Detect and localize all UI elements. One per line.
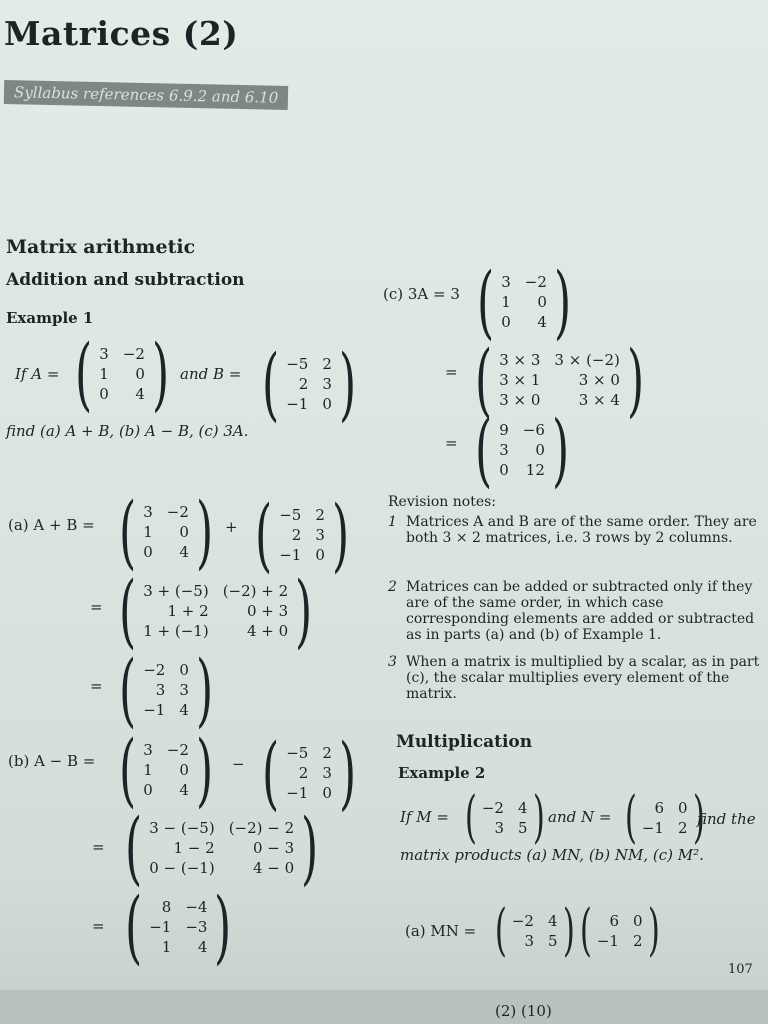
revision-note-text: When a matrix is multiplied by a scalar, as in part (c), the scalar multiplies every element of the matrix. <box>406 654 760 702</box>
revision-note-number: 3 <box>388 654 397 670</box>
matrix-cell: 3 − (−5) <box>149 819 215 837</box>
find-the-text: find the <box>697 810 756 828</box>
multiplication-heading: Multiplication <box>396 732 533 752</box>
mn-matrix-m: ( −2 4 3 5 ) <box>494 898 575 963</box>
matrix-b: ( −5 2 2 3 −1 0 ) <box>262 337 357 430</box>
matrix-cell: 6 <box>609 912 619 930</box>
find-text: find (a) A + B, (b) A − B, (c) 3A. <box>6 422 249 440</box>
matrix-cell: 0 <box>499 461 509 479</box>
matrix-cell: 0 <box>135 365 145 383</box>
matrix-cell: 0 <box>501 313 511 331</box>
part-a-matrix-b: ( −5 2 2 3 −1 0 ) <box>255 488 350 581</box>
example1-label: Example 1 <box>6 309 94 327</box>
matrix-cell: 0 − (−1) <box>149 859 215 877</box>
matrix-cell: 3 × 4 <box>578 391 620 409</box>
matrix-cell: 2 <box>677 819 688 837</box>
matrix-cell: −1 <box>596 932 619 950</box>
matrix-cell: −5 <box>286 355 309 373</box>
matrix-cell: 1 + (−1) <box>143 622 209 640</box>
matrix-cell: 0 <box>99 385 109 403</box>
revision-notes-title: Revision notes: <box>388 494 497 510</box>
matrix-cell: 4 − 0 <box>252 859 295 877</box>
revision-note-text: Matrices can be added or subtracted only if they are of the same order, in which case corresponding elements are added or subtracted as in parts (a) and (b) of Example 1. <box>406 579 755 643</box>
syllabus-banner: Syllabus references 6.9.2 and 6.10 <box>4 80 289 110</box>
matrix-cell: 3 <box>143 741 153 759</box>
matrix-cell: 1 + 2 <box>167 602 209 620</box>
matrix-cell: 2 <box>291 526 302 544</box>
matrix-cell: −1 <box>279 546 302 564</box>
matrix-cell: 4 <box>517 799 528 817</box>
matrix-cell: 0 <box>179 661 189 679</box>
equals-sign: = <box>445 434 458 452</box>
revision-note-number: 1 <box>388 514 397 530</box>
matrix-cell: 3 <box>501 273 511 291</box>
matrix-cell: 4 + 0 <box>246 622 289 640</box>
matrix-cell: 3 <box>179 681 189 699</box>
equals-sign: = <box>92 917 105 935</box>
matrix-cell: −6 <box>522 421 545 439</box>
matrix-cell: 3 <box>155 681 166 699</box>
page-number: 107 <box>728 962 753 977</box>
matrix-cell: 1 <box>161 938 172 956</box>
matrix-cell: −3 <box>185 918 208 936</box>
matrix-cell: −1 <box>286 784 309 802</box>
matrix-cell: 5 <box>547 932 558 950</box>
matrix-cell: 3 <box>322 375 332 393</box>
if-m-label: If M = <box>400 808 449 826</box>
next-page-fragment: (2) (10) <box>495 1002 552 1020</box>
matrix-cell: 6 <box>654 799 664 817</box>
matrix-cell: 0 <box>315 546 325 564</box>
example2-label: Example 2 <box>398 764 486 782</box>
part-a-step-matrix: ( 3 + (−5) (−2) + 2 1 + 2 0 + 3 1 + (−1) 4 + 0 ) <box>119 564 313 657</box>
part-c-label: (c) 3A = 3 <box>383 285 460 303</box>
matrix-cell: 3 × 1 <box>499 371 541 389</box>
matrix-cell: 1 <box>501 293 511 311</box>
matrix-cell: 8 <box>161 898 172 916</box>
matrix-cell: 3 × 0 <box>578 371 620 389</box>
matrix-cell: 3 <box>524 932 534 950</box>
matrix-cell: −4 <box>185 898 208 916</box>
and-n-label: and N = <box>548 808 612 826</box>
matrix-cell: 0 <box>535 441 545 459</box>
part-b-matrix-a: ( 3 −2 1 0 0 4 ) <box>119 723 214 816</box>
matrix-cell: 2 <box>298 375 309 393</box>
matrix-cell: −5 <box>286 744 309 762</box>
part-a-label: (a) A + B = <box>8 516 95 534</box>
matrix-cell: −1 <box>641 819 664 837</box>
matrix-cell: −2 <box>143 661 166 679</box>
matrix-cell: 1 <box>143 761 153 779</box>
matrix-cell: −2 <box>122 345 145 363</box>
matrix-cell: −2 <box>481 799 504 817</box>
matrix-cell: 4 <box>537 313 547 331</box>
next-page-strip <box>0 990 768 1024</box>
matrix-cell: 3 <box>494 819 504 837</box>
matrix-cell: −1 <box>149 918 172 936</box>
matrix-cell: 4 <box>179 543 189 561</box>
matrix-cell: −5 <box>279 506 302 524</box>
matrix-cell: 3 <box>499 441 509 459</box>
matrix-cell: 4 <box>179 781 189 799</box>
part-c-result-matrix: ( 9 −6 3 0 0 12 ) <box>475 403 570 496</box>
matrix-cell: 1 <box>99 365 109 383</box>
matrix-cell: −1 <box>143 701 166 719</box>
matrix-cell: (−2) + 2 <box>222 582 289 600</box>
page-title: Matrices (2) <box>4 14 239 53</box>
matrix-cell: 3 <box>315 526 325 544</box>
matrix-cell: 12 <box>525 461 545 479</box>
equals-sign: = <box>90 598 103 616</box>
matrix-cell: 5 <box>517 819 528 837</box>
if-a-label: If A = <box>15 365 60 383</box>
matrix-cell: −2 <box>524 273 547 291</box>
matrix-cell: 1 − 2 <box>173 839 215 857</box>
revision-note-number: 2 <box>388 579 397 595</box>
matrix-cell: 0 <box>179 523 189 541</box>
matrix-cell: 0 <box>322 395 332 413</box>
part-a-result-matrix: ( −2 0 3 3 −1 4 ) <box>119 643 214 736</box>
matrix-cell: 2 <box>632 932 643 950</box>
matrix-cell: 0 <box>143 781 153 799</box>
matrix-cell: 4 <box>179 701 189 719</box>
equals-sign: = <box>90 677 103 695</box>
matrix-cell: 0 <box>322 784 332 802</box>
matrix-m: ( −2 4 3 5 ) <box>464 785 545 850</box>
revision-note-text: Matrices A and B are of the same order. They are both 3 × 2 matrices, i.e. 3 rows by 2 columns. <box>406 514 757 546</box>
matrix-cell: 9 <box>499 421 509 439</box>
matrix-cell: 0 <box>677 799 688 817</box>
matrix-cell: 2 <box>315 506 325 524</box>
part-a-mn-label: (a) MN = <box>405 922 477 940</box>
matrix-cell: 2 <box>298 764 309 782</box>
matrix-cell: 4 <box>547 912 558 930</box>
subsection-heading: Addition and subtraction <box>6 270 245 290</box>
section-heading: Matrix arithmetic <box>6 236 196 258</box>
matrix-cell: 0 − 3 <box>252 839 295 857</box>
matrix-cell: 3 + (−5) <box>143 582 209 600</box>
products-text: matrix products (a) MN, (b) NM, (c) M². <box>400 846 704 864</box>
matrix-cell: 0 + 3 <box>246 602 289 620</box>
matrix-cell: (−2) − 2 <box>228 819 295 837</box>
matrix-cell: 1 <box>143 523 153 541</box>
equals-sign: = <box>445 363 458 381</box>
matrix-cell: 2 <box>322 744 332 762</box>
equals-sign: = <box>92 838 105 856</box>
matrix-cell: 3 <box>322 764 332 782</box>
matrix-cell: 3 × 3 <box>499 351 541 369</box>
matrix-cell: 0 <box>143 543 153 561</box>
matrix-cell: −2 <box>511 912 534 930</box>
matrix-cell: 3 <box>99 345 109 363</box>
matrix-a: ( 3 −2 1 0 0 4 ) <box>75 327 170 420</box>
part-c-step-matrix: ( 3 × 3 3 × (−2) 3 × 1 3 × 0 3 × 0 3 × 4 ) <box>475 333 645 426</box>
matrix-cell: 0 <box>537 293 547 311</box>
matrix-cell: 4 <box>135 385 145 403</box>
matrix-cell: 0 <box>632 912 643 930</box>
part-a-matrix-a: ( 3 −2 1 0 0 4 ) <box>119 485 214 578</box>
part-c-matrix-a: ( 3 −2 1 0 0 4 ) <box>477 255 572 348</box>
plus-sign: + <box>225 518 238 536</box>
matrix-cell: 4 <box>197 938 208 956</box>
matrix-cell: 3 <box>143 503 153 521</box>
part-b-matrix-b: ( −5 2 2 3 −1 0 ) <box>262 726 357 819</box>
part-b-step-matrix: ( 3 − (−5) (−2) − 2 1 − 2 0 − 3 0 − (−1) 4 − 0 ) <box>125 801 319 894</box>
matrix-cell: −1 <box>286 395 309 413</box>
matrix-cell: 3 × 0 <box>499 391 541 409</box>
matrix-cell: 3 × (−2) <box>554 351 620 369</box>
matrix-n: ( 6 0 −1 2 ) <box>624 785 705 850</box>
matrix-cell: −2 <box>166 503 189 521</box>
matrix-cell: 2 <box>322 355 332 373</box>
matrix-cell: 0 <box>179 761 189 779</box>
part-b-label: (b) A − B = <box>8 752 96 770</box>
part-b-result-matrix: ( 8 −4 −1 −3 1 4 ) <box>125 880 232 973</box>
minus-sign: − <box>232 755 245 773</box>
matrix-cell: −2 <box>166 741 189 759</box>
and-b-label: and B = <box>180 365 242 383</box>
mn-matrix-n: ( 6 0 −1 2 ) <box>579 898 660 963</box>
